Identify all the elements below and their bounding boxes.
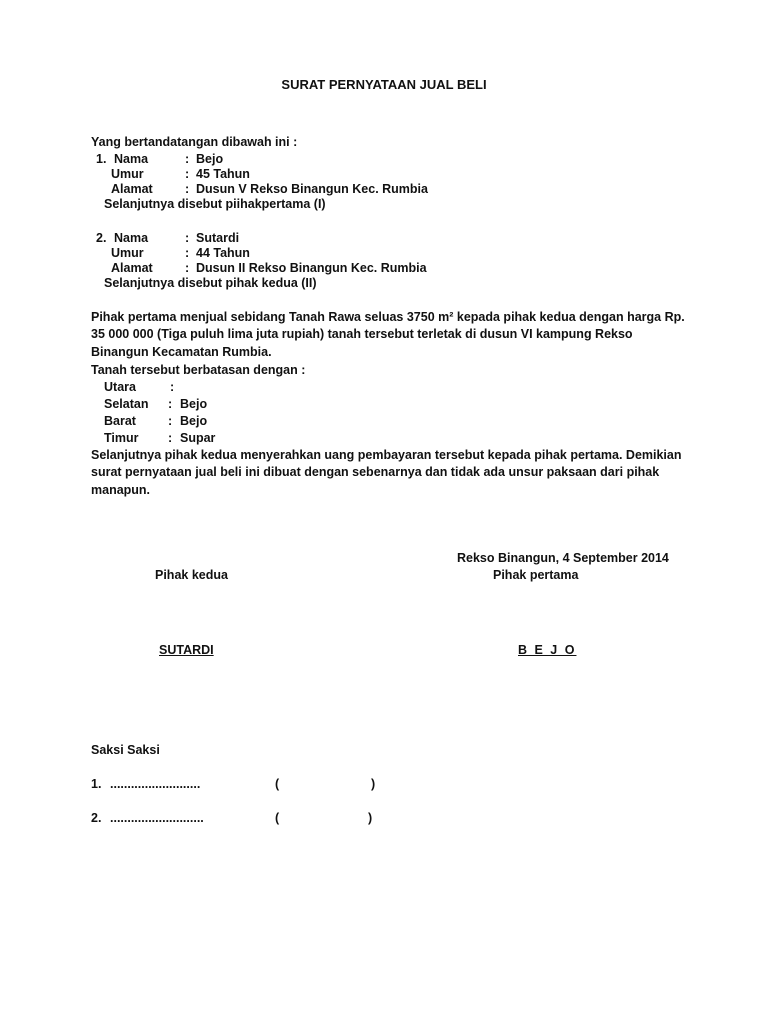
party2-name-value: Sutardi: [196, 231, 240, 245]
party1-number: 1.: [96, 152, 107, 166]
border-south-colon: :: [168, 397, 173, 411]
party1-address-value: Dusun V Rekso Binangun Kec. Rumbia: [196, 182, 428, 196]
border-intro: Tanah tersebut berbatasan dengan :: [91, 363, 306, 377]
border-west-value: Bejo: [180, 414, 208, 428]
party2-address-label: Alamat: [111, 261, 153, 275]
party2-name-colon: :: [185, 231, 190, 245]
sale-paragraph: Pihak pertama menjual sebidang Tanah Rawa seluas 3750 m² kepada pihak kedua dengan harga Rp. 35 000 000 (Tiga puluh lima juta rupiah) tanah tersebut terletak di dusun VI kampung Rekso Binangun Kecamatan Rumbia.: [91, 310, 685, 359]
party1-name-value: Bejo: [196, 152, 224, 166]
border-north-colon: :: [170, 380, 175, 394]
party1-age-value: 45 Tahun: [196, 167, 250, 181]
place-date: Rekso Binangun, 4 September 2014: [457, 551, 669, 565]
witness1-open-paren: (: [275, 777, 280, 791]
signature-name-second-party: SUTARDI: [159, 643, 214, 657]
border-west-label: Barat: [104, 414, 136, 428]
party2-name-label: Nama: [114, 231, 149, 245]
party1-age-label: Umur: [111, 167, 144, 181]
witness2-open-paren: (: [275, 811, 280, 825]
party1-name-colon: :: [185, 152, 190, 166]
intro-line: Yang bertandatangan dibawah ini :: [91, 135, 298, 149]
witness1-close-paren: ): [371, 777, 376, 791]
document-title: SURAT PERNYATAAN JUAL BELI: [281, 77, 487, 92]
party2-age-colon: :: [185, 246, 190, 260]
signature-label-second-party: Pihak kedua: [155, 568, 228, 582]
signature-name-first-party: B E J O: [518, 643, 577, 657]
signature-label-first-party: Pihak pertama: [493, 568, 579, 582]
border-east-label: Timur: [104, 431, 139, 445]
border-north-label: Utara: [104, 380, 136, 394]
party1-name-label: Nama: [114, 152, 149, 166]
border-south-value: Bejo: [180, 397, 208, 411]
witness2-close-paren: ): [368, 811, 373, 825]
party2-reference: Selanjutnya disebut pihak kedua (II): [104, 276, 317, 290]
party2-age-value: 44 Tahun: [196, 246, 250, 260]
witness1-number: 1.: [91, 777, 102, 791]
witness2-dots: ...........................: [110, 811, 204, 825]
party1-reference: Selanjutnya disebut piihakpertama (I): [104, 197, 326, 211]
party2-address-value: Dusun II Rekso Binangun Kec. Rumbia: [196, 261, 427, 275]
party2-address-colon: :: [185, 261, 190, 275]
party1-address-label: Alamat: [111, 182, 153, 196]
border-east-value: Supar: [180, 431, 216, 445]
border-east-colon: :: [168, 431, 173, 445]
witness2-number: 2.: [91, 811, 102, 825]
party1-age-colon: :: [185, 167, 190, 181]
border-west-colon: :: [168, 414, 173, 428]
closing-paragraph: Selanjutnya pihak kedua menyerahkan uang pembayaran tersebut kepada pihak pertama. Demikian surat pernyataan jual beli ini dibuat dengan sebenarnya dan tidak ada unsur paksaan dari pihak manapun.: [91, 448, 682, 497]
border-south-label: Selatan: [104, 397, 149, 411]
witness1-dots: ..........................: [110, 777, 201, 791]
party2-age-label: Umur: [111, 246, 144, 260]
party2-number: 2.: [96, 231, 107, 245]
party1-address-colon: :: [185, 182, 190, 196]
witness-title: Saksi Saksi: [91, 743, 160, 757]
